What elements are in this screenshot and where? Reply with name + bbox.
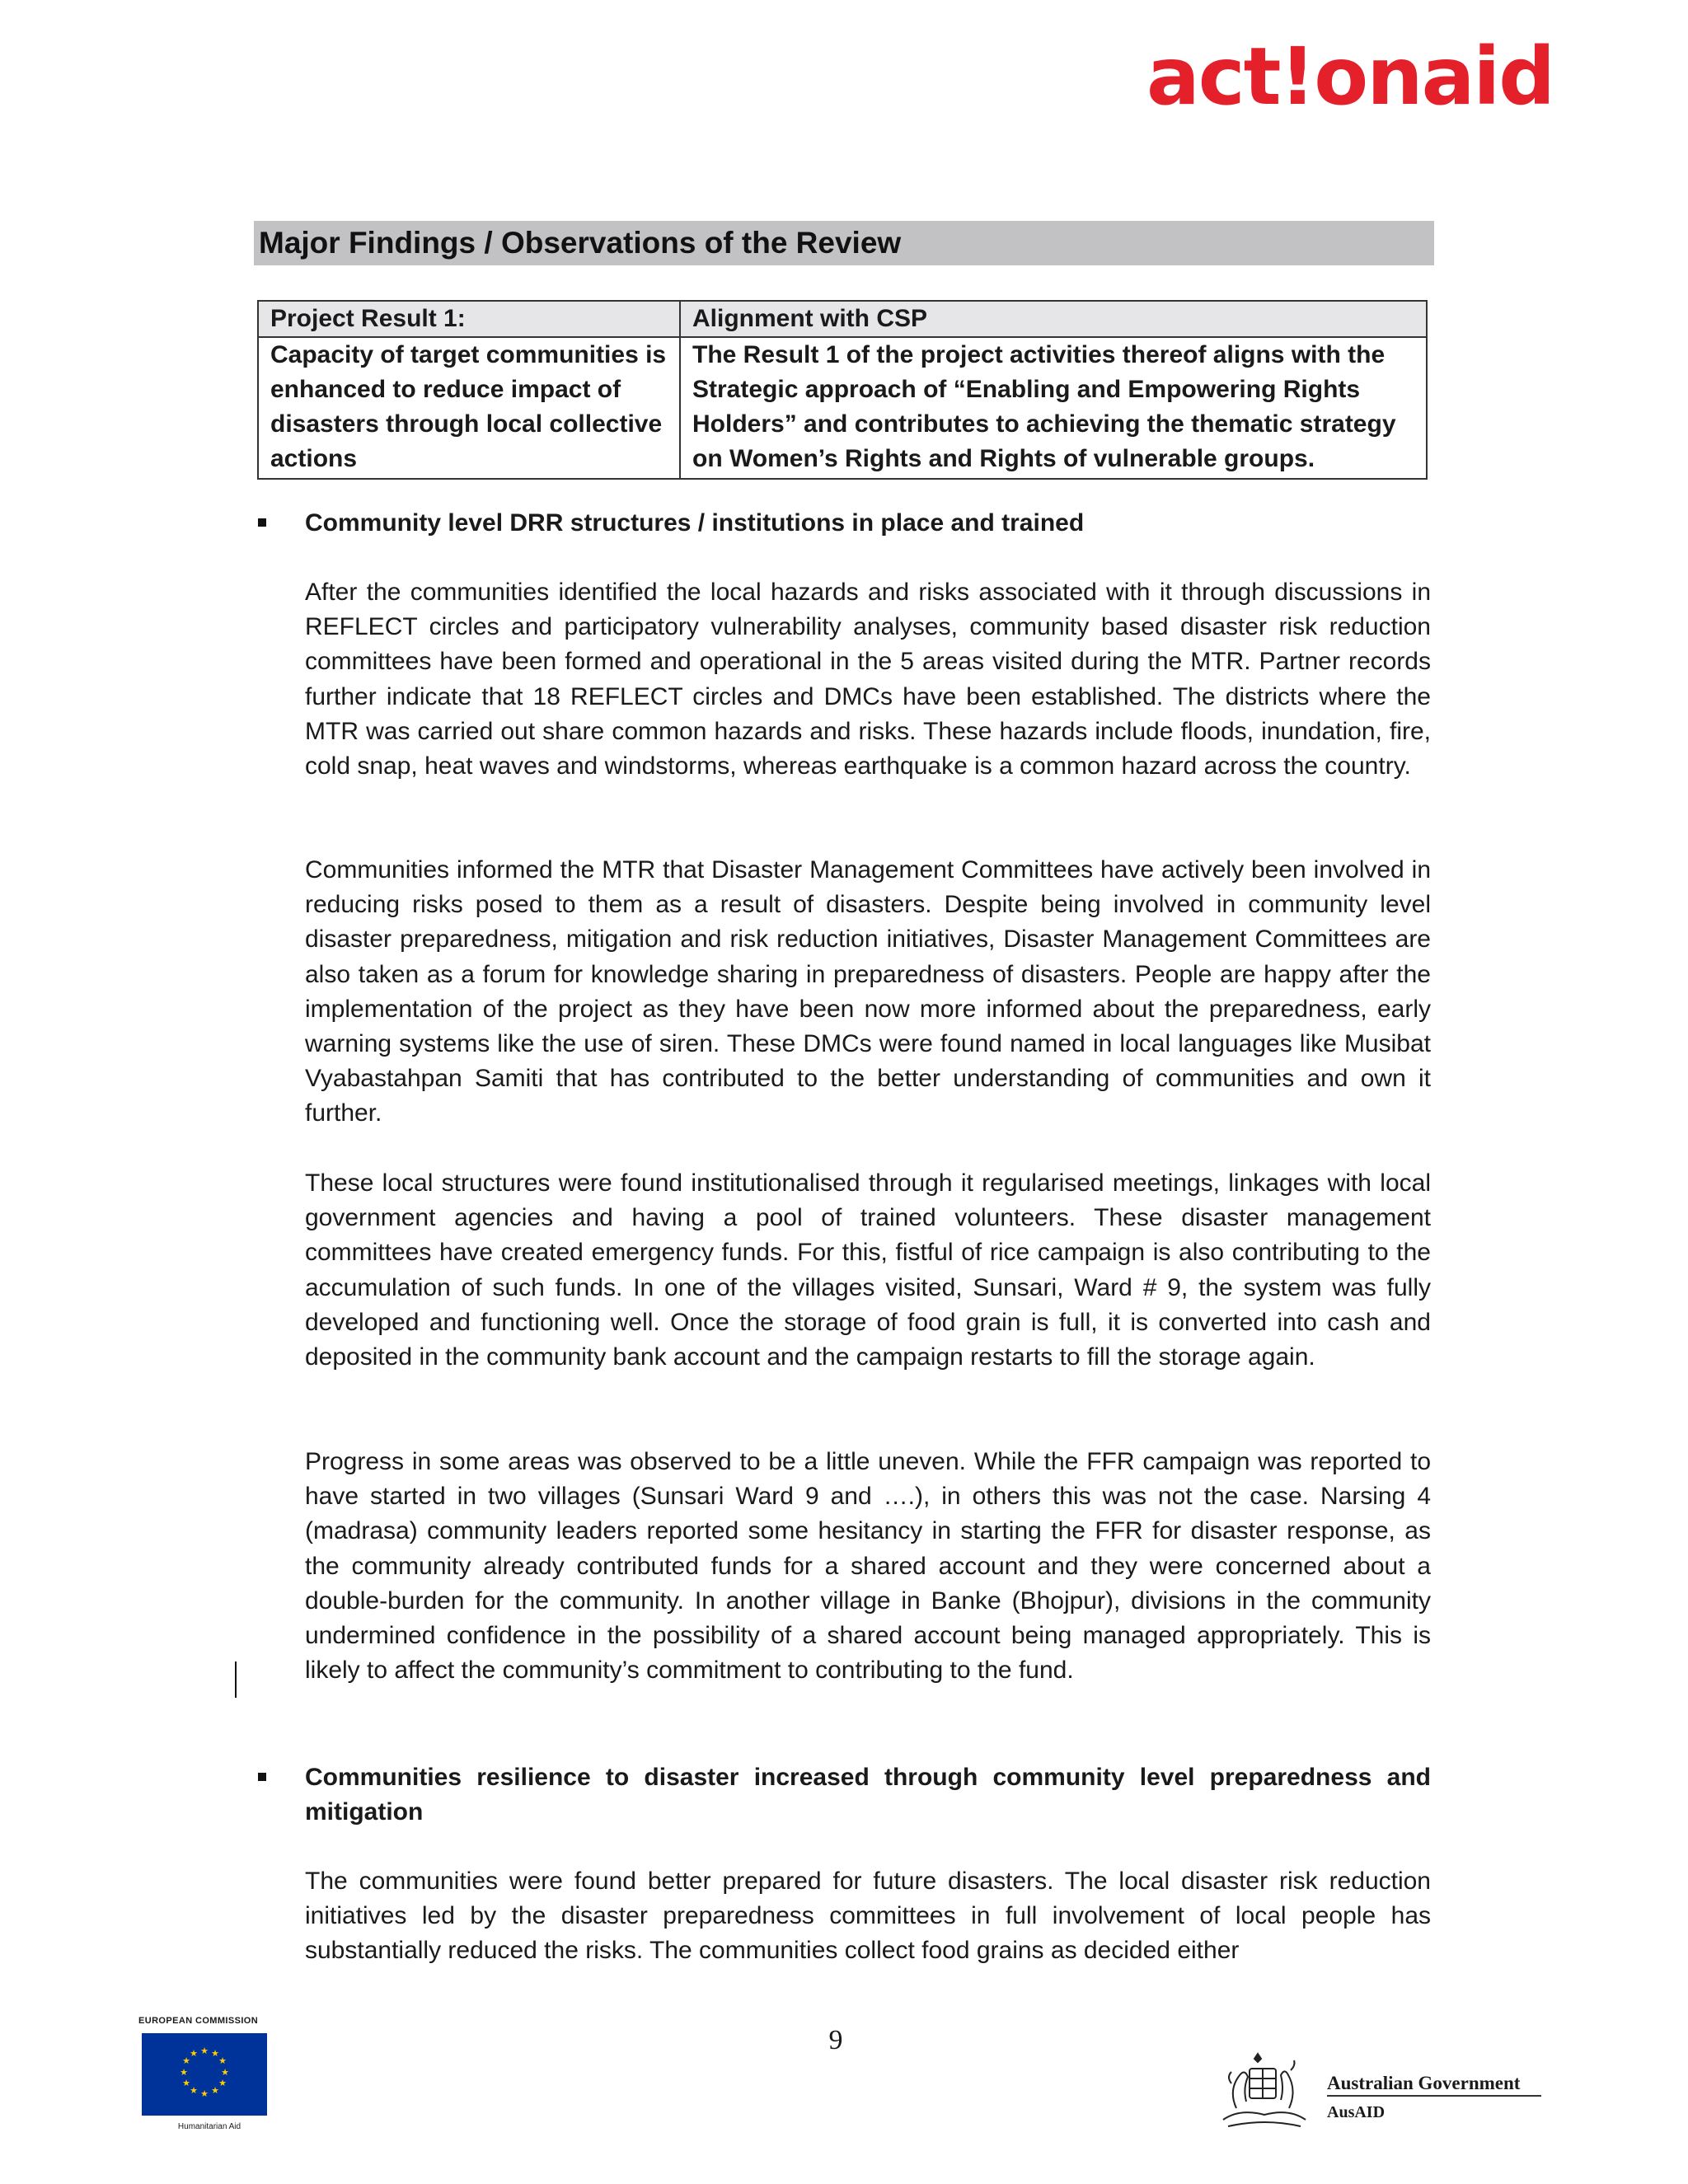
svg-text:★: ★	[190, 2048, 198, 2059]
svg-text:★: ★	[200, 2088, 209, 2099]
eu-flag-icon	[142, 2033, 267, 2116]
ec-label: EUROPEAN COMMISSION	[138, 2016, 259, 2026]
col2-header: Alignment with CSP	[680, 301, 1427, 337]
revision-change-bar	[235, 1661, 237, 1698]
paragraph: After the communities identified the local hazards and risks associated with it through discussions in REFLECT circles and participatory vulnerability analyses, community based disaster risk reduction committees have been formed and operational in the 5 areas visited during the MTR. Partner records further indicate that 18 REFLECT circles and DMCs have been established. The districts where the MTR was carried out share common hazards and risks. These hazards include floods, inundation, fire, cold snap, heat waves and windstorms, whereas earthquake is a common hazard across the country.	[305, 579, 1431, 780]
ausaid-label: AusAID	[1327, 2103, 1386, 2121]
paragraph: These local structures were found institutionalised through it regularised meetings, linkages with local government agencies and having a pool of trained volunteers. These disaster management committees have created emergency funds. For this, fistful of rice campaign is also contributing to the accumulation of such funds. In one of the villages visited, Sunsari, Ward # 9, the system was fully developed and functioning well. Once the storage of food grain is full, it is converted into cash and deposited in the community bank account and the campaign restarts to fill the storage again.	[305, 1169, 1431, 1371]
bullet-title: Community level DRR structures / institutions in place and trained	[305, 509, 1085, 537]
section-heading: Major Findings / Observations of the Review	[254, 221, 1434, 265]
paragraph: Communities informed the MTR that Disaster Management Committees have actively been involved in reducing risks posed to them as a result of disasters. Despite being involved in community level disaster preparedness, mitigation and risk reduction initiatives, Disaster Management Committees are also taken as a forum for knowledge sharing in preparedness of disasters. People are happy after the implementation of the project as they have been now more informed about the preparedness, early warning systems like the use of siren. These DMCs were found named in local languages like Musibat Vyabastahpan Samiti that has contributed to the better understanding of communities and own it further.	[305, 856, 1431, 1127]
svg-text:★: ★	[211, 2085, 219, 2096]
page-number: 9	[828, 2025, 843, 2055]
actionaid-logo: act!onaid	[1146, 30, 1554, 123]
svg-text:★: ★	[180, 2067, 188, 2078]
coat-of-arms-icon	[1212, 2050, 1317, 2133]
svg-text:★: ★	[218, 2055, 227, 2066]
project-result-table	[257, 300, 1428, 480]
table-header-row	[258, 301, 1427, 337]
paragraph: Progress in some areas was observed to be a little uneven. While the FFR campaign was reported to have started in two villages (Sunsari Ward 9 and ….), in others this was not the case. Narsing 4 (madrasa) community leaders reported some hesitancy in starting the FFR for disaster response, as the community already contributed funds for a shared account and they were concerned about a double-burden for the community. In another village in Banke (Bhojpur), divisions in the community undermined confidence in the possibility of a shared account being managed appropriately. This is likely to affect the community’s commitment to contributing to the fund.	[305, 1448, 1431, 1685]
european-commission-logo	[138, 2015, 280, 2130]
result-description: Capacity of target communities is enhanced to reduce impact of disasters through local collective actions	[258, 337, 680, 479]
ec-sublabel: Humanitarian Aid	[177, 2122, 241, 2131]
svg-text:★: ★	[218, 2078, 227, 2088]
australian-government-label: Australian Government	[1327, 2072, 1541, 2097]
paragraph: The communities were found better prepared for future disasters. The local disaster risk reduction initiatives led by the disaster preparedness committees in full involvement of local people has substantially reduced the risks. The communities collect food grains as decided either	[305, 1868, 1431, 1965]
svg-text:★: ★	[221, 2067, 229, 2078]
bullet-title: Communities resilience to disaster increased through community level preparedness and mitigation	[305, 1764, 1431, 1825]
col1-header: Project Result 1:	[258, 301, 680, 337]
bullet-square-icon	[258, 1773, 266, 1781]
svg-text:★: ★	[190, 2085, 198, 2096]
bullet-square-icon	[258, 518, 266, 527]
australian-government-logo	[1212, 2050, 1541, 2133]
svg-text:★: ★	[200, 2046, 209, 2056]
table-row	[258, 337, 1427, 479]
csp-alignment: The Result 1 of the project activities thereof aligns with the Strategic approach of “Enabling and Empowering Rights Holders” and contributes to achieving the thematic strategy on Women’s Rights and Rights of vulnerable groups.	[680, 337, 1427, 479]
svg-text:★: ★	[211, 2048, 219, 2059]
svg-text:★: ★	[182, 2078, 190, 2088]
svg-text:★: ★	[182, 2055, 190, 2066]
